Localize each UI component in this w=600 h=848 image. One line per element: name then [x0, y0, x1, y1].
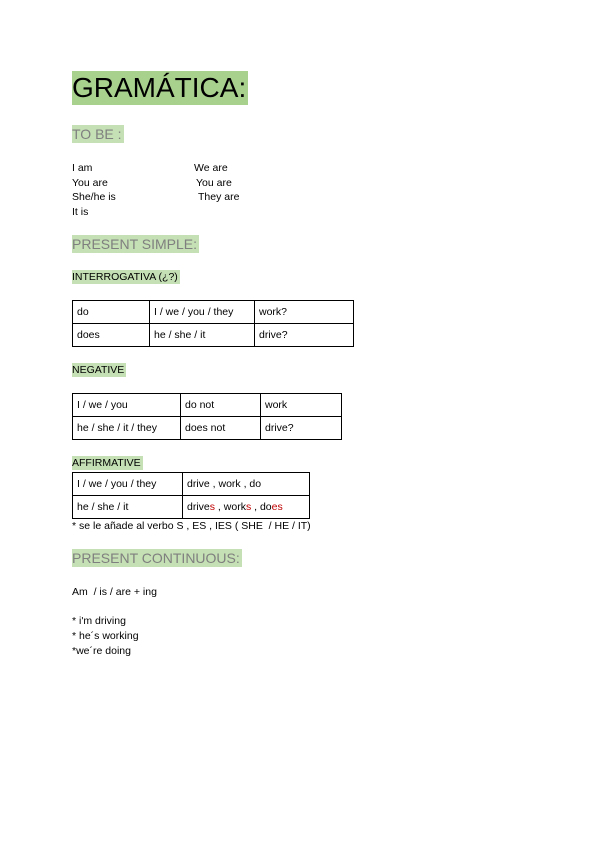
table-cell: does not	[181, 417, 261, 440]
table-cell: do	[73, 301, 150, 324]
to-be-left-4: It is	[72, 206, 89, 218]
table-cell: I / we / you / they	[73, 473, 183, 496]
table-cell: does	[73, 324, 150, 347]
to-be-left-2: You are	[72, 177, 108, 189]
present-simple-heading: PRESENT SIMPLE:	[72, 236, 198, 252]
table-cell: work	[261, 394, 342, 417]
table-cell: do not	[181, 394, 261, 417]
table-row	[73, 473, 310, 496]
table-row	[73, 417, 342, 440]
table-row	[73, 301, 354, 324]
continuous-example-2: * he´s working	[72, 630, 139, 642]
verb-suffix: s	[245, 501, 252, 513]
table-cell: I / we / you / they	[150, 301, 255, 324]
table-cell: drive?	[255, 324, 354, 347]
affirmative-note: * se le añade al verbo S , ES , IES ( SHE / HE / IT)	[72, 520, 311, 532]
separator: ,	[215, 501, 224, 513]
verb-stem: drive	[187, 501, 210, 513]
present-continuous-heading: PRESENT CONTINUOUS:	[72, 550, 240, 566]
to-be-left-3: She/he is	[72, 191, 116, 203]
table-cell: work?	[255, 301, 354, 324]
verb-suffix: s	[209, 501, 216, 513]
to-be-left-1: I am	[72, 162, 93, 174]
separator: ,	[251, 501, 260, 513]
negative-label: NEGATIVE	[72, 364, 125, 376]
continuous-formula: Am / is / are + ing	[72, 586, 157, 598]
verb-stem: do	[259, 501, 272, 513]
table-cell: drive , work , do	[183, 473, 310, 496]
continuous-example-1: * i'm driving	[72, 615, 126, 627]
verb-stem: work	[223, 501, 246, 513]
to-be-right-2: You are	[196, 177, 232, 189]
affirmative-table	[72, 472, 310, 519]
interrogative-label: INTERROGATIVA (¿?)	[72, 271, 178, 283]
affirmative-label: AFFIRMATIVE	[72, 457, 141, 469]
interrogative-table	[72, 300, 354, 347]
table-cell: he / she / it	[150, 324, 255, 347]
table-row	[73, 324, 354, 347]
to-be-heading: TO BE :	[72, 126, 122, 142]
to-be-right-1: We are	[194, 162, 228, 174]
continuous-example-3: *we´re doing	[72, 645, 131, 657]
table-cell: he / she / it	[73, 496, 183, 519]
verb-suffix: es	[271, 501, 283, 513]
table-cell: he / she / it / they	[73, 417, 181, 440]
table-cell	[183, 496, 310, 519]
table-cell: drive?	[261, 417, 342, 440]
page-title: GRAMÁTICA:	[72, 72, 247, 103]
table-row	[73, 496, 310, 519]
table-row	[73, 394, 342, 417]
table-cell: I / we / you	[73, 394, 181, 417]
to-be-right-3: They are	[198, 191, 240, 203]
negative-table	[72, 393, 342, 440]
